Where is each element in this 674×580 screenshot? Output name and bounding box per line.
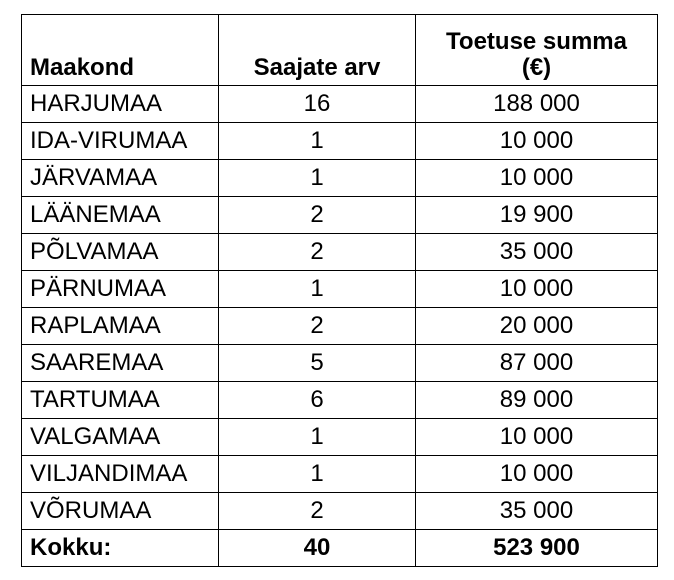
county-cell: HARJUMAA: [22, 86, 219, 123]
header-county: Maakond: [22, 15, 219, 86]
amount-cell: 35 000: [416, 493, 658, 530]
county-cell: JÄRVAMAA: [22, 160, 219, 197]
amount-cell: 10 000: [416, 271, 658, 308]
amount-cell: 10 000: [416, 123, 658, 160]
funding-table-container: [21, 14, 658, 567]
total-label: Kokku:: [22, 530, 219, 567]
county-cell: LÄÄNEMAA: [22, 197, 219, 234]
recipients-cell: 2: [219, 493, 416, 530]
amount-cell: 10 000: [416, 456, 658, 493]
table-row: [22, 493, 658, 530]
table-row: [22, 197, 658, 234]
county-cell: PÕLVAMAA: [22, 234, 219, 271]
table-body: [22, 86, 658, 530]
recipients-cell: 2: [219, 197, 416, 234]
table-row: [22, 271, 658, 308]
amount-cell: 35 000: [416, 234, 658, 271]
table-row: [22, 160, 658, 197]
recipients-cell: 6: [219, 382, 416, 419]
recipients-cell: 5: [219, 345, 416, 382]
county-cell: SAAREMAA: [22, 345, 219, 382]
total-amount: 523 900: [416, 530, 658, 567]
recipients-cell: 1: [219, 123, 416, 160]
recipients-cell: 1: [219, 419, 416, 456]
recipients-cell: 1: [219, 456, 416, 493]
header-recipients: Saajate arv: [219, 15, 416, 86]
recipients-cell: 1: [219, 160, 416, 197]
amount-cell: 19 900: [416, 197, 658, 234]
county-cell: TARTUMAA: [22, 382, 219, 419]
table-row: [22, 382, 658, 419]
county-cell: PÄRNUMAA: [22, 271, 219, 308]
table-header-row: [22, 15, 658, 86]
recipients-cell: 2: [219, 234, 416, 271]
header-amount-line1: Toetuse summa: [446, 28, 627, 55]
county-cell: VILJANDIMAA: [22, 456, 219, 493]
county-cell: VÕRUMAA: [22, 493, 219, 530]
header-amount: [416, 15, 658, 86]
table-row: [22, 345, 658, 382]
table-row: [22, 419, 658, 456]
recipients-cell: 16: [219, 86, 416, 123]
total-recipients: 40: [219, 530, 416, 567]
table-row: [22, 456, 658, 493]
amount-cell: 188 000: [416, 86, 658, 123]
county-cell: VALGAMAA: [22, 419, 219, 456]
header-amount-line2: (€): [521, 54, 552, 81]
county-cell: IDA-VIRUMAA: [22, 123, 219, 160]
amount-cell: 87 000: [416, 345, 658, 382]
table-row: [22, 123, 658, 160]
table-total-row: [22, 530, 658, 567]
amount-cell: 10 000: [416, 160, 658, 197]
table-row: [22, 234, 658, 271]
recipients-cell: 1: [219, 271, 416, 308]
amount-cell: 20 000: [416, 308, 658, 345]
funding-table: [21, 14, 658, 567]
amount-cell: 10 000: [416, 419, 658, 456]
county-cell: RAPLAMAA: [22, 308, 219, 345]
recipients-cell: 2: [219, 308, 416, 345]
table-row: [22, 86, 658, 123]
amount-cell: 89 000: [416, 382, 658, 419]
table-row: [22, 308, 658, 345]
